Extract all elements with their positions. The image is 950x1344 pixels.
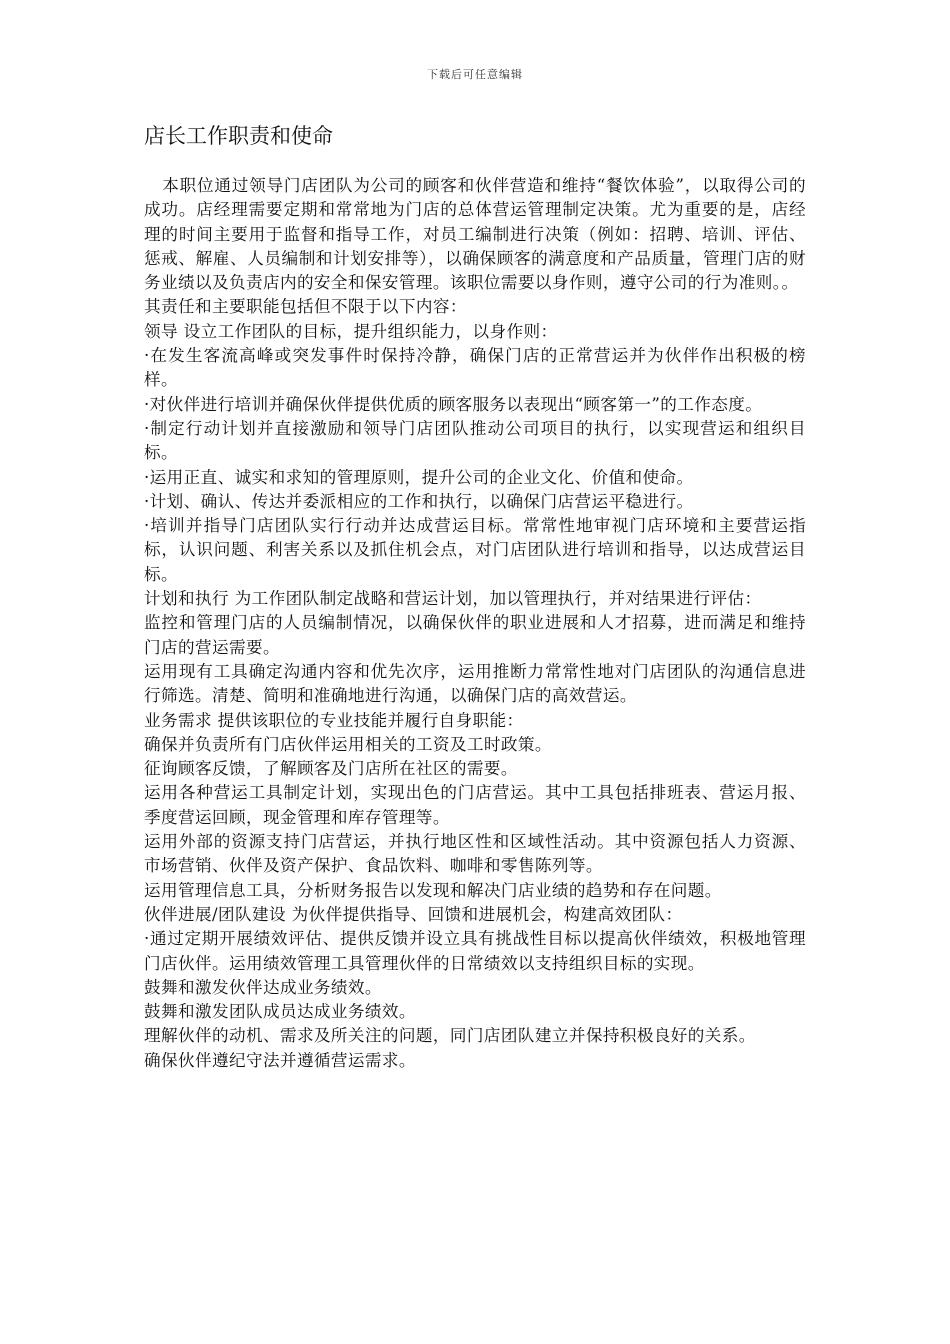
bullet-item: ·对伙伴进行培训并确保伙伴提供优质的顾客服务以表现出“顾客第一”的工作态度。 <box>144 394 763 414</box>
bullet-item: ·制定行动计划并直接激励和领导门店团队推动公司项目的执行，以实现营运和组织目标。 <box>144 418 806 463</box>
bullet-item: ·培训并指导门店团队实行行动并达成营运目标。常常性地审视门店环境和主要营运指标，认识问题、利害关系以及抓住机会点，对门店团队进行培训和指导，以达成营运目标。 <box>144 516 806 584</box>
bullet-item: ·通过定期开展绩效评估、提供反馈并设立具有挑战性目标以提高伙伴绩效，积极地管理门店伙伴。运用绩效管理工具管理伙伴的日常绩效以支持组织目标的实现。 <box>144 929 806 973</box>
paragraph: 理解伙伴的动机、需求及所关注的问题，同门店团队建立并保持积极良好的关系。 <box>144 1026 756 1046</box>
page-header-note: 下载后可任意编辑 <box>427 68 523 81</box>
paragraph: 确保伙伴遵纪守法并遵循营运需求。 <box>144 1050 416 1070</box>
paragraph: 运用各种营运工具制定计划，实现出色的门店营运。其中工具包括排班表、营运月报、季度营运回顾，现金管理和库存管理等。 <box>144 783 806 827</box>
document-title: 店长工作职责和使命 <box>144 124 333 148</box>
section-heading-planning: 计划和执行 为工作团队制定战略和营运计划，加以管理执行，并对结果进行评估： <box>144 589 762 609</box>
bullet-item: ·运用正直、诚实和求知的管理原则，提升公司的企业文化、价值和使命。 <box>144 467 694 487</box>
paragraph: 运用管理信息工具，分析财务报告以发现和解决门店业绩的趋势和存在问题。 <box>144 880 722 900</box>
section-heading-team: 伙伴进展/团队建设 为伙伴提供指导、回馈和进展机会，构建高效团队： <box>144 904 683 924</box>
paragraph-intro: 本职位通过领导门店团队为公司的顾客和伙伴营造和维持“餐饮体验”，以取得公司的成功。店经理需要定期和常常地为门店的总体营运管理制定决策。尤为重要的是，店经理的时间主要用于监督和指导工作，对员工编制进行决策（例如：招聘、培训、评估、惩戒、解雇、人员编制和计划安排等），以确保顾客的满意度和产品质量，管理门店的财务业绩以及负责店内的安全和保安管理。该职位需要以身作则，遵守公司的行为准则。。 <box>144 176 806 293</box>
bullet-item: ·计划、确认、传达并委派相应的工作和执行，以确保门店营运平稳进行。 <box>144 491 694 511</box>
paragraph: 运用现有工具确定沟通内容和优先次序，运用推断力常常性地对门店团队的沟通信息进行筛选。清楚、简明和准确地进行沟通，以确保门店的高效营运。 <box>144 661 806 706</box>
paragraph: 鼓舞和激发团队成员达成业务绩效。 <box>144 1002 416 1022</box>
paragraph: 运用外部的资源支持门店营运，并执行地区性和区域性活动。其中资源包括人力资源、市场营销、伙伴及资产保护、食品饮料、咖啡和零售陈列等。 <box>144 832 806 876</box>
bullet-item: ·在发生客流高峰或突发事件时保持冷静，确保门店的正常营运并为伙伴作出积极的榜样。 <box>144 346 806 390</box>
document-body <box>144 174 806 1073</box>
section-heading-leadership: 领导 设立工作团队的目标，提升组织能力，以身作则： <box>144 321 558 341</box>
section-heading-business: 业务需求 提供该职位的专业技能并履行自身职能： <box>144 710 524 730</box>
paragraph: 其责任和主要职能包括但不限于以下内容： <box>144 297 467 317</box>
paragraph: 确保并负责所有门店伙伴运用相关的工资及工时政策。 <box>144 734 552 754</box>
paragraph: 鼓舞和激发伙伴达成业务绩效。 <box>144 977 382 997</box>
paragraph: 监控和管理门店的人员编制情况，以确保伙伴的职业进展和人才招募，进而满足和维持门店的营运需要。 <box>144 613 806 657</box>
paragraph: 征询顾客反馈，了解顾客及门店所在社区的需要。 <box>144 759 518 779</box>
